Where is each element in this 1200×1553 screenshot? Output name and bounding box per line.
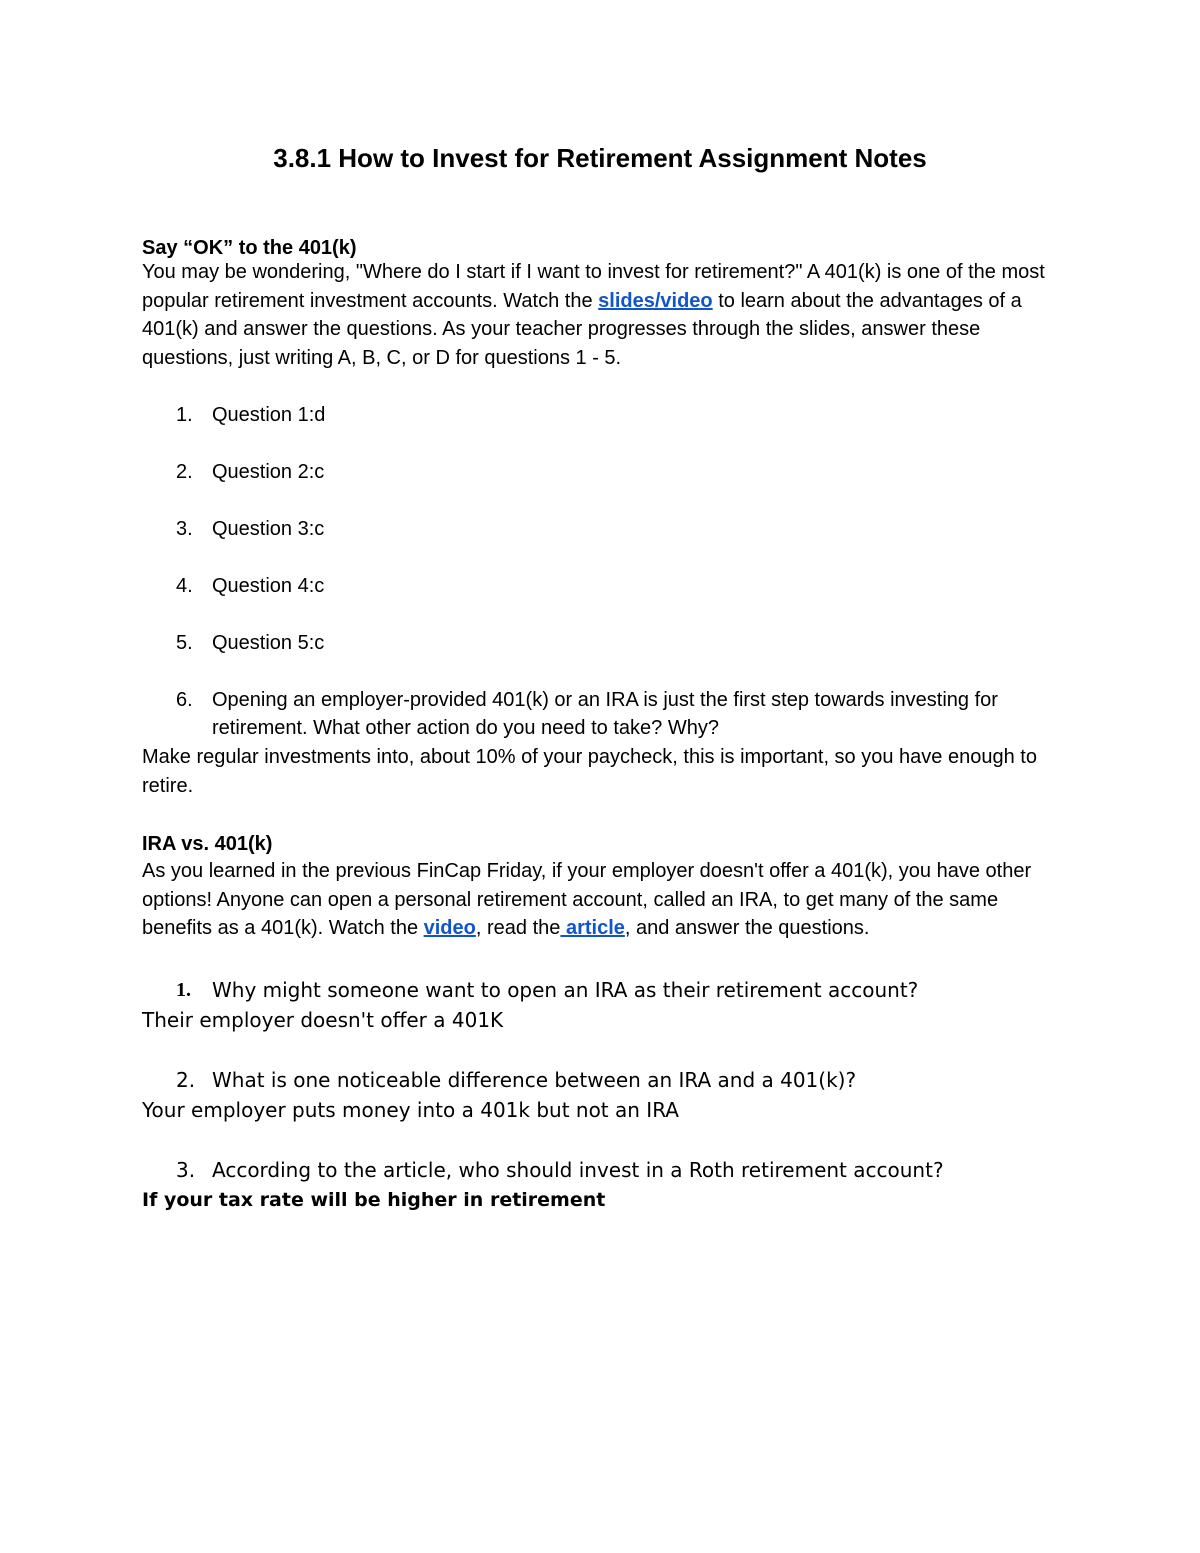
document-title: 3.8.1 How to Invest for Retirement Assignment Notes [273,143,927,173]
question-text: Question 2:c [212,461,325,483]
list-number: 3. [176,1158,196,1182]
question-text: According to the article, who should invest in a Roth retirement account? [212,1158,944,1182]
question-text: Question 1:d [212,404,326,426]
answer-6-text: Make regular investments into, about 10% of your paycheck, this is important, so you have enough to retire. [142,746,1037,797]
question-text: Question 3:c [212,518,325,540]
section-heading-ira-vs-401k: IRA vs. 401(k) [142,833,273,855]
slides-video-link[interactable]: slides/video [598,289,713,312]
list-number: 3. [176,518,193,540]
intro-text-part1: As you learned in the previous FinCap Friday, if your employer doesn't offer a 401(k), you have other options! Anyone can open a personal retirement account, called an IRA, to get many of the same benefits as a 401(k). Watch the [142,860,1032,940]
intro-text-part2: , read the [475,917,561,940]
intro-text-part3: , and answer the questions. [624,917,870,940]
section2-intro-paragraph [142,857,1062,943]
list-number: 5. [176,632,193,654]
question-text: What is one noticeable difference between an IRA and a 401(k)? [212,1068,857,1092]
intro-text-end: to learn about the advantages of a 401(k) and answer the questions. As your teacher progresses through the slides, answer these questions, just writing A, B, C, or D for questions 1 - 5. [142,289,1022,370]
question-text: Question 5:c [212,632,325,654]
answer-text: If your tax rate will be higher in retirement [142,1189,606,1211]
list-number: 6. [176,689,193,711]
answer-text: Their employer doesn't offer a 401K [142,1008,504,1032]
section-heading-401k: Say “OK” to the 401(k) [142,237,357,259]
video-link[interactable]: video [423,917,476,940]
list-number: 1. [176,979,191,1001]
question-text: Question 4:c [212,575,325,597]
list-number: 2. [176,1068,196,1092]
question-text: Why might someone want to open an IRA as their retirement account? [212,978,919,1002]
answer-text: Your employer puts money into a 401k but not an IRA [142,1098,679,1122]
list-number: 4. [176,575,193,597]
list-number: 2. [176,461,193,483]
list-number: 1. [176,404,193,426]
section1-intro-paragraph [142,258,1062,373]
article-link[interactable]: article [560,917,625,940]
intro-text-start: You may be wondering, "Where do I start if I want to invest for retirement?" A 401(k) is one of the most popular retirement investment accounts. Watch the [142,261,1045,312]
question-text: Opening an employer-provided 401(k) or an IRA is just the first step towards investing for retirement. What other action do you need to take? Why? [212,689,998,739]
